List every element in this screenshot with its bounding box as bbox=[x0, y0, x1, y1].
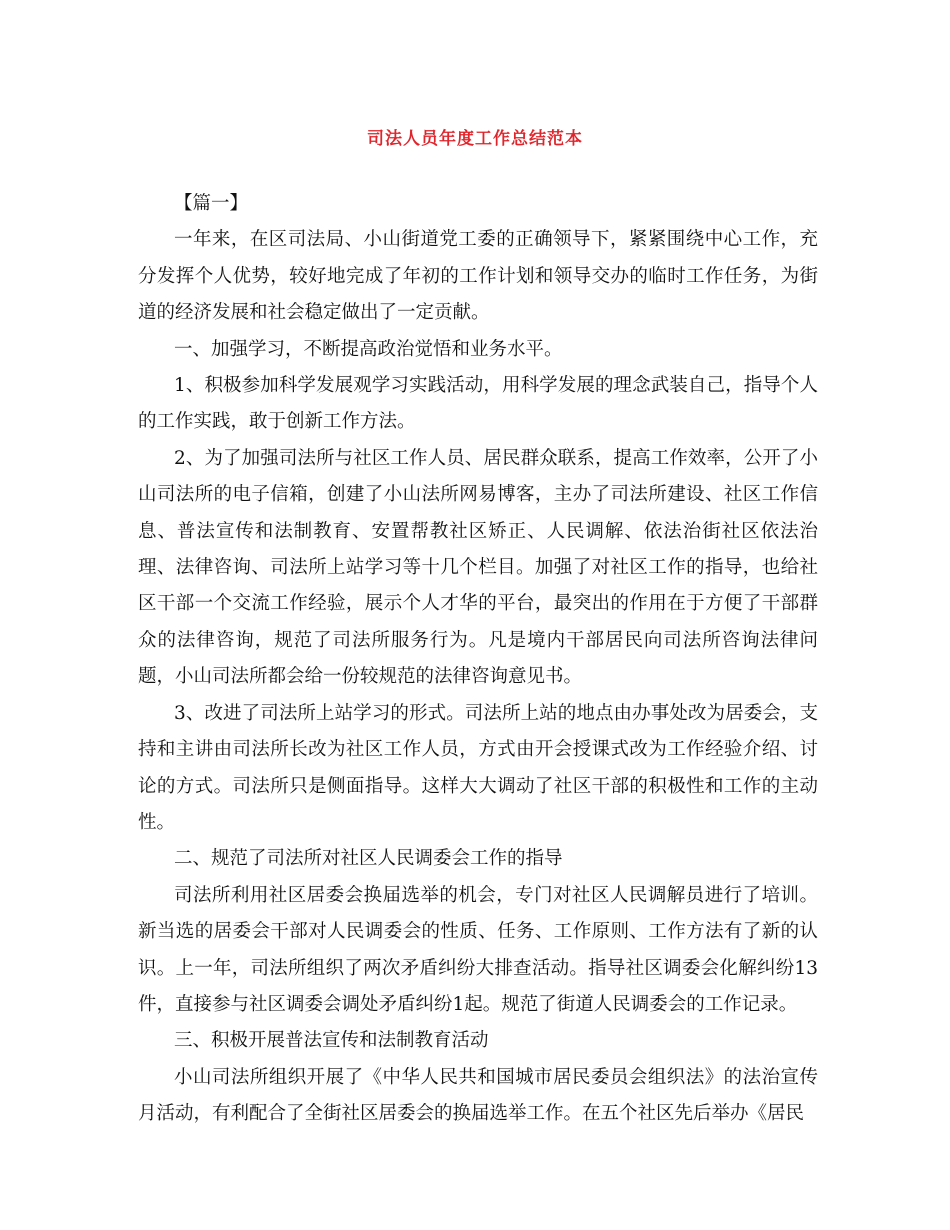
section-heading: 二、规范了司法所对社区人民调委会工作的指导 bbox=[174, 848, 563, 870]
paragraph: 小山司法所组织开展了《中华人民共和国城市居民委员会组织法》的法治宣传月活动，有利配合了全街社区居委会的换届选举工作。在五个社区先后举办《居民 bbox=[138, 1066, 818, 1125]
document-title: 司法人员年度工作总结范本 bbox=[367, 129, 583, 149]
paragraph: 司法所利用社区居委会换届选举的机会，专门对社区人民调解员进行了培训。新当选的居委会干部对人民调委会的性质、任务、工作原则、工作方法有了新的认识。上一年，司法所组织了两次矛盾纠纷大排查活动。指导社区调委会化解纠纷13件，直接参与社区调委会调处矛盾纠纷1起。规范了街道人民调委会的工作记录。 bbox=[138, 884, 818, 1015]
paragraph: 1、积极参加科学发展观学习实践活动，用科学发展的理念武装自己，指导个人的工作实践，敢于创新工作方法。 bbox=[138, 375, 818, 433]
section-heading: 一、加强学习，不断提高政治觉悟和业务水平。 bbox=[174, 338, 563, 360]
section-heading: 三、积极开展普法宣传和法制教育活动 bbox=[174, 1030, 489, 1052]
paragraph: 3、改进了司法所上站学习的形式。司法所上站的地点由办事处改为居委会，支持和主讲由司法所长改为社区工作人员，方式由开会授课式改为工作经验介绍、讨论的方式。司法所只是侧面指导。这样大大调动了社区干部的积极性和工作的主动性。 bbox=[138, 702, 818, 833]
paragraph: 一年来，在区司法局、小山街道党工委的正确领导下，紧紧围绕中心工作，充分发挥个人优势，较好地完成了年初的工作计划和领导交办的临时工作任务，为街道的经济发展和社会稳定做出了一定贡献。 bbox=[138, 229, 818, 324]
document-body bbox=[138, 186, 818, 1133]
section-marker: 【篇一】 bbox=[174, 193, 249, 214]
paragraph: 2、为了加强司法所与社区工作人员、居民群众联系，提高工作效率，公开了小山司法所的电子信箱，创建了小山法所网易博客，主办了司法所建设、社区工作信息、普法宣传和法制教育、安置帮教社区矫正、人民调解、依法治街社区依法治理、法律咨询、司法所上站学习等十几个栏目。加强了对社区工作的指导，也给社区干部一个交流工作经验，展示个人才华的平台，最突出的作用在于方便了干部群众的法律咨询，规范了司法所服务行为。凡是境内干部居民向司法所咨询法律问题，小山司法所都会给一份较规范的法律咨询意见书。 bbox=[138, 447, 818, 688]
